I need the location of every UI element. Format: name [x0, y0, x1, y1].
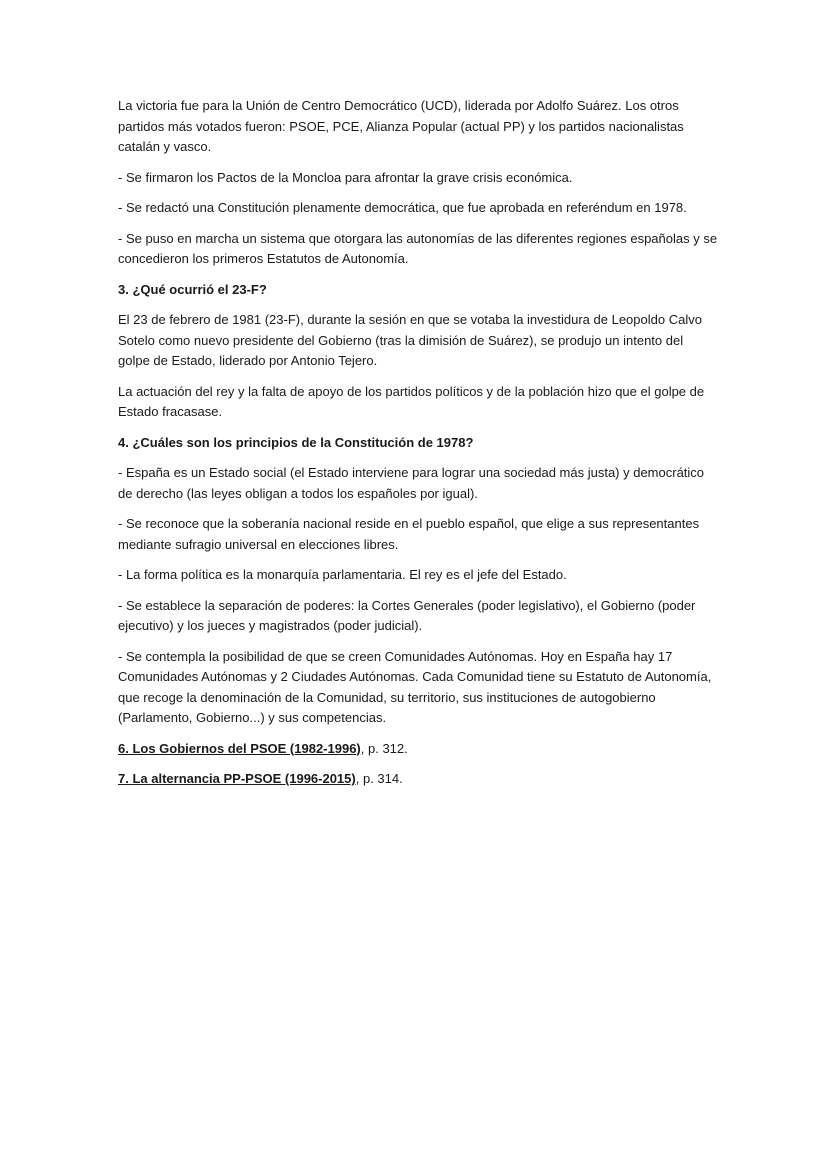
- section-4-paragraph-4: - Se establece la separación de poderes: la Cortes Generales (poder legislativo), el Gobierno (poder ejecutivo) y los jueces y magistrados (poder judicial).: [118, 597, 696, 633]
- link-6-page-ref: , p. 312.: [360, 740, 408, 756]
- section-4-paragraph-3: - La forma política es la monarquía parlamentaria. El rey es el jefe del Estado.: [118, 567, 567, 582]
- section-3-paragraph-2: La actuación del rey y la falta de apoyo de los partidos políticos y de la población hizo que el golpe de Estado fracasase.: [118, 383, 705, 419]
- document-page: [118, 96, 718, 800]
- section-3-paragraph-1: El 23 de febrero de 1981 (23-F), durante la sesión en que se votaba la investidura de Leopoldo Calvo Sotelo como nuevo presidente del Gobierno (tras la dimisión de Suárez), se produjo un intento del golpe de Estado, liderado por Antonio Tejero.: [118, 312, 702, 368]
- paragraph-autonomias: - Se puso en marcha un sistema que otorgara las autonomías de las diferentes regiones españolas y se concedieron los primeros Estatutos de Autonomía.: [118, 230, 718, 266]
- section-4-heading: 4. ¿Cuáles son los principios de la Constitución de 1978?: [118, 434, 474, 450]
- paragraph-constitucion: - Se redactó una Constitución plenamente democrática, que fue aprobada en referéndum en 1978.: [118, 200, 687, 215]
- section-4-paragraph-5: - Se contempla la posibilidad de que se creen Comunidades Autónomas. Hoy en España hay 17 Comunidades Autónomas y 2 Ciudades Autónomas. Cada Comunidad tiene su Estatuto de Autonomía, que recoge la denominación de la Comunidad, su territorio, sus instituciones de autogobierno (Parlamento, Gobierno...) y sus competencias.: [118, 648, 712, 725]
- link-alternancia-pp-psoe[interactable]: 7. La alternancia PP-PSOE (1996-2015): [118, 771, 356, 786]
- link-gobiernos-psoe[interactable]: 6. Los Gobiernos del PSOE (1982-1996): [118, 740, 361, 756]
- reference-line-7: [118, 769, 718, 790]
- paragraph-ucd-victory: La victoria fue para la Unión de Centro Democrático (UCD), liderada por Adolfo Suárez. Los otros partidos más votados fueron: PSOE, PCE, Alianza Popular (actual PP) y los partidos nacionalistas catalán y vasco.: [118, 98, 684, 154]
- paragraph-pactos-moncloa: - Se firmaron los Pactos de la Moncloa para afrontar la grave crisis económica.: [118, 169, 573, 185]
- section-4-paragraph-1: - España es un Estado social (el Estado interviene para lograr una sociedad más justa) y democrático de derecho (las leyes obligan a todos los españoles por igual).: [118, 465, 705, 501]
- section-4-paragraph-2: - Se reconoce que la soberanía nacional reside en el pueblo español, que elige a sus representantes mediante sufragio universal en elecciones libres.: [118, 516, 700, 552]
- link-7-page-ref: , p. 314.: [355, 771, 403, 786]
- reference-line-6: [118, 739, 718, 760]
- section-3-heading: 3. ¿Qué ocurrió el 23-F?: [118, 281, 267, 297]
